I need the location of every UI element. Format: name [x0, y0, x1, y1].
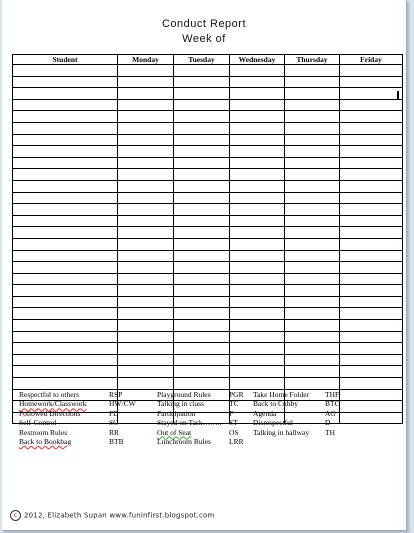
table-cell[interactable] — [174, 366, 230, 378]
table-cell[interactable] — [230, 366, 285, 378]
table-row — [13, 366, 403, 378]
table-cell[interactable] — [13, 134, 118, 146]
table-row — [13, 262, 403, 274]
table-cell[interactable] — [118, 308, 174, 320]
table-cell[interactable] — [340, 412, 403, 424]
table-cell[interactable] — [118, 343, 174, 355]
table-cell[interactable] — [230, 378, 285, 390]
table-cell[interactable] — [174, 122, 230, 134]
table-cell[interactable] — [13, 169, 118, 181]
table-cell[interactable] — [340, 273, 403, 285]
table-cell[interactable] — [340, 88, 403, 100]
legend-label: Back to Bookbag — [19, 436, 72, 446]
table-row — [13, 99, 403, 111]
table-cell[interactable] — [340, 238, 403, 250]
table-cell[interactable] — [174, 354, 230, 366]
legend-label: Disrespectful — [253, 418, 293, 428]
table-cell[interactable] — [285, 285, 340, 297]
table-cell[interactable] — [230, 157, 285, 169]
table-cell[interactable] — [13, 331, 118, 343]
table-cell[interactable] — [118, 111, 174, 123]
legend-label: Back to Cubby — [253, 399, 298, 409]
table-cell[interactable] — [13, 99, 118, 111]
table-cell[interactable] — [13, 157, 118, 169]
table-cell[interactable] — [340, 389, 403, 401]
table-cell[interactable] — [174, 65, 230, 77]
table-cell[interactable] — [285, 227, 340, 239]
table-cell[interactable] — [340, 204, 403, 216]
table-cell[interactable] — [285, 343, 340, 355]
table-cell[interactable] — [340, 215, 403, 227]
column-header-thursday: Thursday — [285, 55, 340, 65]
table-cell[interactable] — [118, 169, 174, 181]
table-cell[interactable] — [285, 215, 340, 227]
table-cell[interactable] — [174, 146, 230, 158]
legend-code: BTC — [325, 399, 340, 409]
table-cell[interactable] — [118, 99, 174, 111]
table-cell[interactable] — [118, 285, 174, 297]
table-cell[interactable] — [340, 262, 403, 274]
table-cell[interactable] — [174, 331, 230, 343]
table-cell[interactable] — [285, 331, 340, 343]
table-row — [13, 192, 403, 204]
table-row — [13, 157, 403, 169]
table-row — [13, 378, 403, 390]
table-cell[interactable] — [230, 227, 285, 239]
table-cell[interactable] — [13, 122, 118, 134]
legend-label: Followed Directions — [19, 408, 81, 418]
table-cell[interactable] — [285, 320, 340, 332]
conduct-table — [12, 54, 403, 424]
legend-label: Respectful to others — [19, 390, 79, 399]
table-cell[interactable] — [340, 343, 403, 355]
table-cell[interactable] — [340, 250, 403, 262]
table-cell[interactable] — [13, 273, 118, 285]
table-cell[interactable] — [230, 343, 285, 355]
table-cell[interactable] — [230, 296, 285, 308]
legend-label: Talking in class — [157, 399, 204, 409]
legend-code: ST — [229, 418, 238, 428]
legend-label: Take Home Folder — [253, 390, 310, 399]
legend-label: Participation — [157, 408, 196, 418]
table-cell[interactable] — [174, 76, 230, 88]
table-cell[interactable] — [174, 180, 230, 192]
table-cell[interactable] — [340, 146, 403, 158]
table-cell[interactable] — [13, 378, 118, 390]
table-cell[interactable] — [230, 250, 285, 262]
table-cell[interactable] — [174, 215, 230, 227]
table-cell[interactable] — [230, 215, 285, 227]
legend-code: HW/CW — [109, 399, 136, 409]
legend-code: LRR — [229, 436, 244, 446]
table-row — [13, 296, 403, 308]
table-cell[interactable] — [285, 192, 340, 204]
table-cell[interactable] — [118, 204, 174, 216]
table-cell[interactable] — [13, 238, 118, 250]
table-cell[interactable] — [13, 65, 118, 77]
table-cell[interactable] — [340, 192, 403, 204]
table-cell[interactable] — [340, 331, 403, 343]
table-cell[interactable] — [285, 111, 340, 123]
table-row — [13, 204, 403, 216]
table-cell[interactable] — [340, 111, 403, 123]
table-cell[interactable] — [118, 262, 174, 274]
table-cell[interactable] — [340, 308, 403, 320]
table-row — [13, 331, 403, 343]
table-cell[interactable] — [174, 111, 230, 123]
table-cell[interactable] — [285, 169, 340, 181]
table-cell[interactable] — [285, 366, 340, 378]
table-cell[interactable] — [230, 111, 285, 123]
table-row — [13, 227, 403, 239]
table-cell[interactable] — [174, 296, 230, 308]
table-cell[interactable] — [230, 169, 285, 181]
table-cell[interactable] — [118, 65, 174, 77]
table-cell[interactable] — [13, 204, 118, 216]
table-row — [13, 180, 403, 192]
table-row — [13, 134, 403, 146]
table-cell[interactable] — [285, 180, 340, 192]
table-cell[interactable] — [174, 250, 230, 262]
table-cell[interactable] — [118, 366, 174, 378]
table-cell[interactable] — [118, 157, 174, 169]
footer-credit: 2012, Elizabeth Supan www.funinfirst.blogspot.com — [24, 511, 215, 520]
legend-code: OS — [229, 427, 239, 437]
legend-code: TC — [229, 399, 239, 409]
table-cell[interactable] — [118, 76, 174, 88]
column-header-wednesday: Wednesday — [230, 55, 285, 65]
table-cell[interactable] — [118, 354, 174, 366]
copyright-footer — [10, 510, 215, 521]
table-cell[interactable] — [118, 192, 174, 204]
column-header-friday: Friday — [340, 55, 403, 65]
table-cell[interactable] — [118, 296, 174, 308]
legend-code: THF — [325, 390, 340, 399]
table-cell[interactable] — [340, 354, 403, 366]
table-cell[interactable] — [118, 320, 174, 332]
table-cell[interactable] — [118, 227, 174, 239]
table-row — [13, 122, 403, 134]
table-cell[interactable] — [230, 88, 285, 100]
table-cell[interactable] — [285, 378, 340, 390]
legend-col1-codes — [109, 390, 136, 446]
table-row — [13, 285, 403, 297]
table-cell[interactable] — [230, 331, 285, 343]
legend-col3-labels — [253, 390, 309, 437]
table-cell[interactable] — [340, 366, 403, 378]
table-cell[interactable] — [174, 204, 230, 216]
legend-code: D — [325, 418, 331, 428]
table-cell[interactable] — [13, 308, 118, 320]
table-cell[interactable] — [118, 134, 174, 146]
table-cell[interactable] — [285, 99, 340, 111]
table-cell[interactable] — [285, 76, 340, 88]
table-cell[interactable] — [174, 192, 230, 204]
table-cell[interactable] — [118, 378, 174, 390]
table-cell[interactable] — [118, 250, 174, 262]
table-cell[interactable] — [230, 146, 285, 158]
table-cell[interactable] — [118, 88, 174, 100]
table-cell[interactable] — [230, 134, 285, 146]
table-row — [13, 65, 403, 77]
table-cell[interactable] — [13, 354, 118, 366]
table-cell[interactable] — [13, 320, 118, 332]
table-cell[interactable] — [230, 285, 285, 297]
table-cell[interactable] — [174, 378, 230, 390]
table-cell[interactable] — [174, 134, 230, 146]
table-cell[interactable] — [285, 146, 340, 158]
table-cell[interactable] — [230, 76, 285, 88]
legend-code: P — [229, 408, 234, 418]
table-cell[interactable] — [230, 99, 285, 111]
legend-code: SC — [109, 418, 119, 428]
table-row — [13, 88, 403, 100]
table-cell[interactable] — [285, 262, 340, 274]
table-cell[interactable] — [285, 273, 340, 285]
table-cell[interactable] — [230, 204, 285, 216]
table-cell[interactable] — [13, 146, 118, 158]
table-cell[interactable] — [340, 76, 403, 88]
legend-label: Restroom Rules — [19, 427, 68, 437]
legend-code: BTB — [109, 436, 124, 446]
table-cell[interactable] — [230, 262, 285, 274]
table-cell[interactable] — [285, 65, 340, 77]
table-cell[interactable] — [230, 273, 285, 285]
table-cell[interactable] — [13, 111, 118, 123]
legend-code: FD — [109, 408, 119, 418]
table-cell[interactable] — [174, 320, 230, 332]
table-cell[interactable] — [13, 262, 118, 274]
legend-col1-labels — [19, 390, 87, 446]
table-cell[interactable] — [340, 401, 403, 413]
table-cell[interactable] — [340, 378, 403, 390]
table-cell[interactable] — [118, 146, 174, 158]
table-cell[interactable] — [174, 262, 230, 274]
legend-code: PGR — [229, 390, 244, 399]
legend-code: AG — [325, 408, 336, 418]
report-week-label: Week of — [182, 33, 226, 45]
table-cell[interactable] — [230, 320, 285, 332]
table-cell[interactable] — [285, 134, 340, 146]
legend-code: TH — [325, 427, 335, 437]
table-cell[interactable] — [13, 88, 118, 100]
legend-col2-codes — [229, 390, 244, 446]
table-cell[interactable] — [285, 238, 340, 250]
table-cell[interactable] — [230, 308, 285, 320]
legend-label: Stayed on Task…….. — [157, 418, 222, 428]
table-cell[interactable] — [118, 238, 174, 250]
table-cell[interactable] — [340, 134, 403, 146]
table-cell[interactable] — [13, 296, 118, 308]
table-row — [13, 76, 403, 88]
table-cell[interactable] — [174, 285, 230, 297]
table-cell[interactable] — [340, 320, 403, 332]
table-cell[interactable] — [285, 308, 340, 320]
copyright-icon: c — [10, 510, 21, 521]
table-cell[interactable] — [230, 354, 285, 366]
legend-label: Out of Seat — [157, 427, 192, 437]
text-cursor — [397, 91, 399, 100]
table-row — [13, 320, 403, 332]
table-cell[interactable] — [285, 157, 340, 169]
table-cell[interactable] — [118, 122, 174, 134]
table-row — [13, 343, 403, 355]
table-cell[interactable] — [13, 250, 118, 262]
table-cell[interactable] — [340, 169, 403, 181]
table-cell[interactable] — [118, 273, 174, 285]
table-row — [13, 169, 403, 181]
table-cell[interactable] — [285, 88, 340, 100]
table-row — [13, 250, 403, 262]
table-cell[interactable] — [13, 215, 118, 227]
legend-code: RSP — [109, 390, 123, 399]
legend-label: Homework/Classwork — [19, 399, 87, 409]
table-cell[interactable] — [230, 122, 285, 134]
table-header-row — [13, 55, 403, 65]
table-cell[interactable] — [13, 180, 118, 192]
legend-col3-codes — [325, 390, 340, 437]
table-cell[interactable] — [285, 204, 340, 216]
table-cell[interactable] — [174, 88, 230, 100]
table-cell[interactable] — [340, 122, 403, 134]
table-cell[interactable] — [118, 180, 174, 192]
table-cell[interactable] — [13, 76, 118, 88]
table-cell[interactable] — [340, 285, 403, 297]
table-row — [13, 308, 403, 320]
table-cell[interactable] — [174, 308, 230, 320]
table-cell[interactable] — [340, 296, 403, 308]
legend-label: Talking in hallway — [253, 427, 310, 437]
table-cell[interactable] — [174, 227, 230, 239]
table-row — [13, 146, 403, 158]
column-header-monday: Monday — [118, 55, 174, 65]
table-row — [13, 273, 403, 285]
table-cell[interactable] — [340, 99, 403, 111]
table-cell[interactable] — [285, 250, 340, 262]
table-row — [13, 215, 403, 227]
table-cell[interactable] — [340, 180, 403, 192]
legend-label: Self-Control — [19, 418, 57, 428]
table-cell[interactable] — [13, 192, 118, 204]
legend-code: RR — [109, 427, 120, 437]
table-cell[interactable] — [118, 215, 174, 227]
table-cell[interactable] — [13, 227, 118, 239]
table-cell[interactable] — [174, 273, 230, 285]
table-cell[interactable] — [174, 157, 230, 169]
table-cell[interactable] — [174, 169, 230, 181]
legend-label: Agenda — [253, 408, 277, 418]
table-cell[interactable] — [118, 331, 174, 343]
table-cell[interactable] — [230, 192, 285, 204]
table-row — [13, 238, 403, 250]
table-cell[interactable] — [285, 296, 340, 308]
column-header-tuesday: Tuesday — [174, 55, 230, 65]
table-cell[interactable] — [230, 65, 285, 77]
table-row — [13, 354, 403, 366]
document-page — [2, 0, 407, 531]
report-title: Conduct Report — [161, 18, 247, 30]
legend-col2-labels — [157, 390, 221, 446]
table-cell[interactable] — [340, 65, 403, 77]
legend-label: Lunchroom Rules — [157, 436, 211, 446]
table-cell[interactable] — [174, 99, 230, 111]
table-cell[interactable] — [13, 343, 118, 355]
table-cell[interactable] — [230, 180, 285, 192]
table-cell[interactable] — [174, 343, 230, 355]
column-header-student: Student — [13, 55, 118, 65]
legend-label: Playground Rules — [157, 390, 211, 399]
table-cell[interactable] — [230, 238, 285, 250]
table-cell[interactable] — [174, 238, 230, 250]
table-row — [13, 111, 403, 123]
table-cell[interactable] — [285, 354, 340, 366]
table-cell[interactable] — [285, 122, 340, 134]
table-cell[interactable] — [13, 366, 118, 378]
table-cell[interactable] — [340, 227, 403, 239]
table-cell[interactable] — [13, 285, 118, 297]
table-cell[interactable] — [340, 157, 403, 169]
table-body — [13, 65, 403, 424]
